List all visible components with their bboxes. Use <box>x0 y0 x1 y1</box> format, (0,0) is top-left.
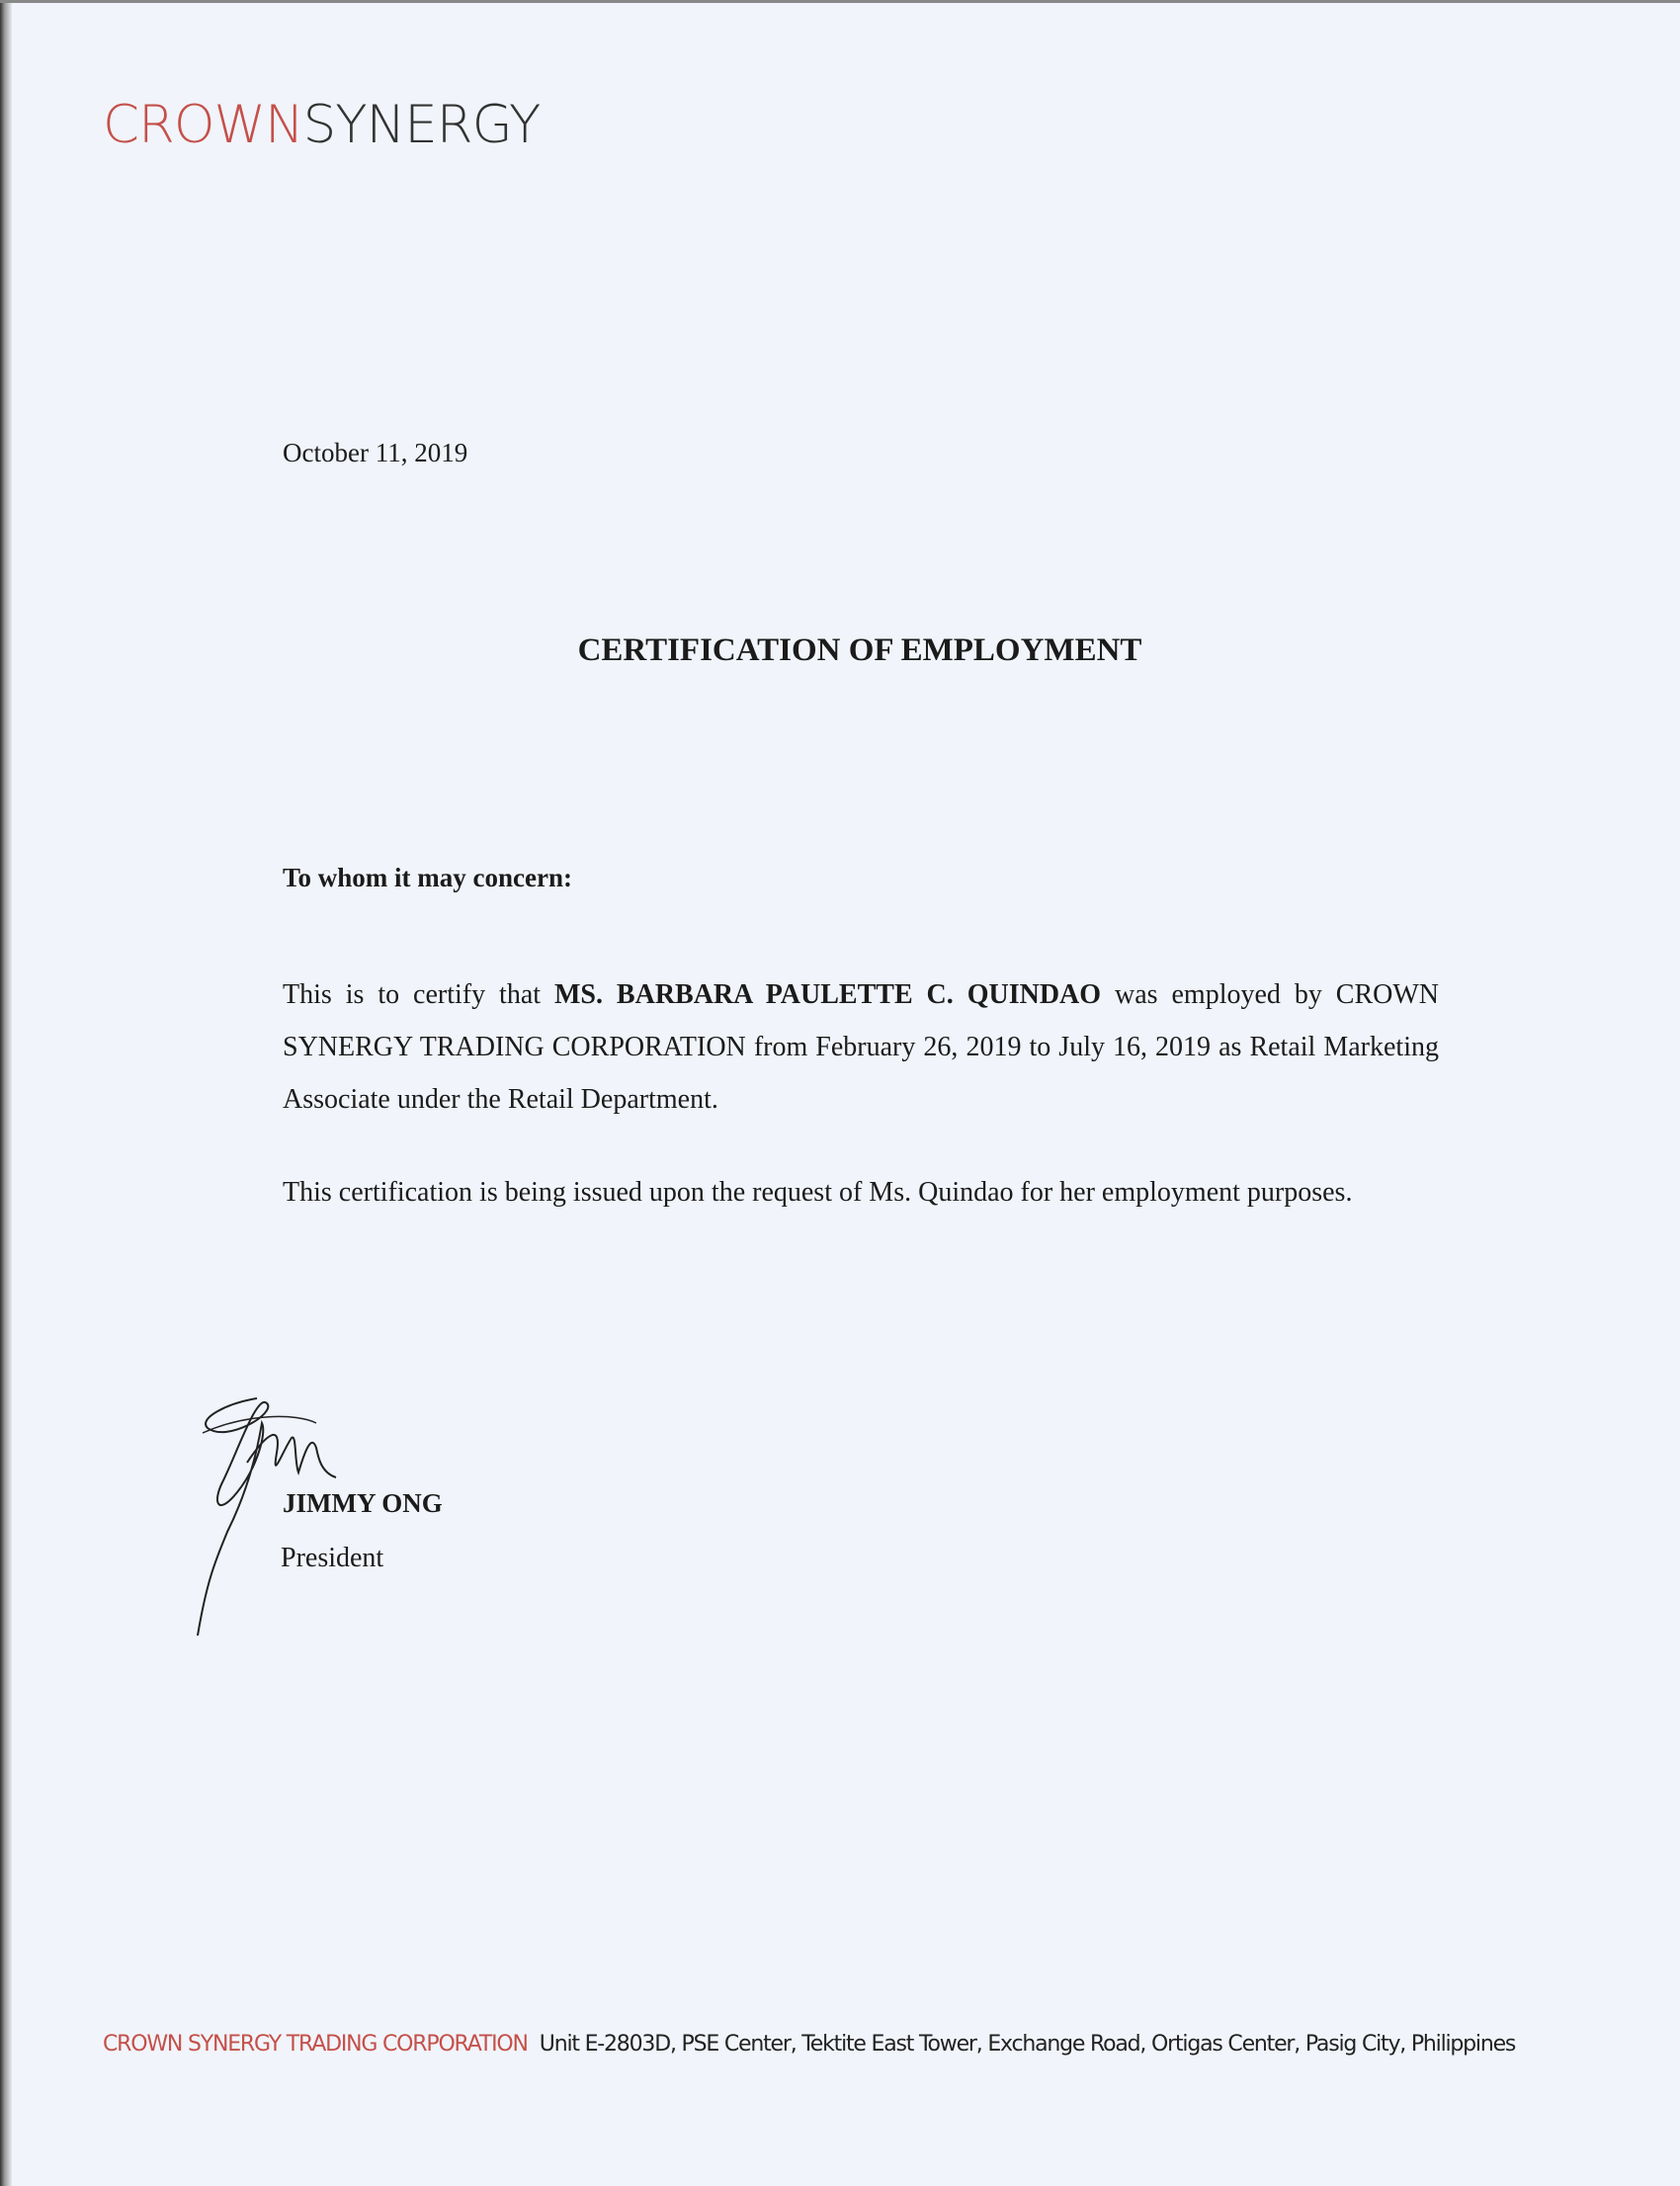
employee-name: MS. BARBARA PAULETTE C. QUINDAO <box>553 979 1102 1010</box>
scan-edge-top <box>0 0 1680 3</box>
logo-crown: CROWN <box>103 95 303 155</box>
footer-company: CROWN SYNERGY TRADING CORPORATION <box>103 2032 528 2057</box>
document-title: CERTIFICATION OF EMPLOYMENT <box>577 632 1142 668</box>
letterhead-footer <box>103 2032 1515 2057</box>
signatory-position: President <box>281 1543 384 1573</box>
company-logo <box>103 95 540 155</box>
salutation: To whom it may concern: <box>283 863 572 892</box>
paragraph-rest: was employed by CROWN SYNERGY TRADING CORPORATION from February 26, 2019 to July 16, 2019 as Retail Marketing Associate under the Retail Department. <box>283 979 1439 1115</box>
letter-date: October 11, 2019 <box>283 438 468 467</box>
scan-edge <box>0 0 12 2186</box>
body-paragraph-1 <box>283 968 1439 1126</box>
signatory-name: JIMMY ONG <box>283 1488 443 1518</box>
body-paragraph-2: This certification is being issued upon the request of Ms. Quindao for her employment purposes. <box>283 1177 1353 1208</box>
logo-synergy: SYNERGY <box>302 95 541 155</box>
signature <box>188 1393 464 1650</box>
paragraph-intro: This is to certify that <box>283 979 554 1010</box>
footer-address: Unit E-2803D, PSE Center, Tektite East Tower, Exchange Road, Ortigas Center, Pasig City, Philippines <box>539 2032 1516 2057</box>
